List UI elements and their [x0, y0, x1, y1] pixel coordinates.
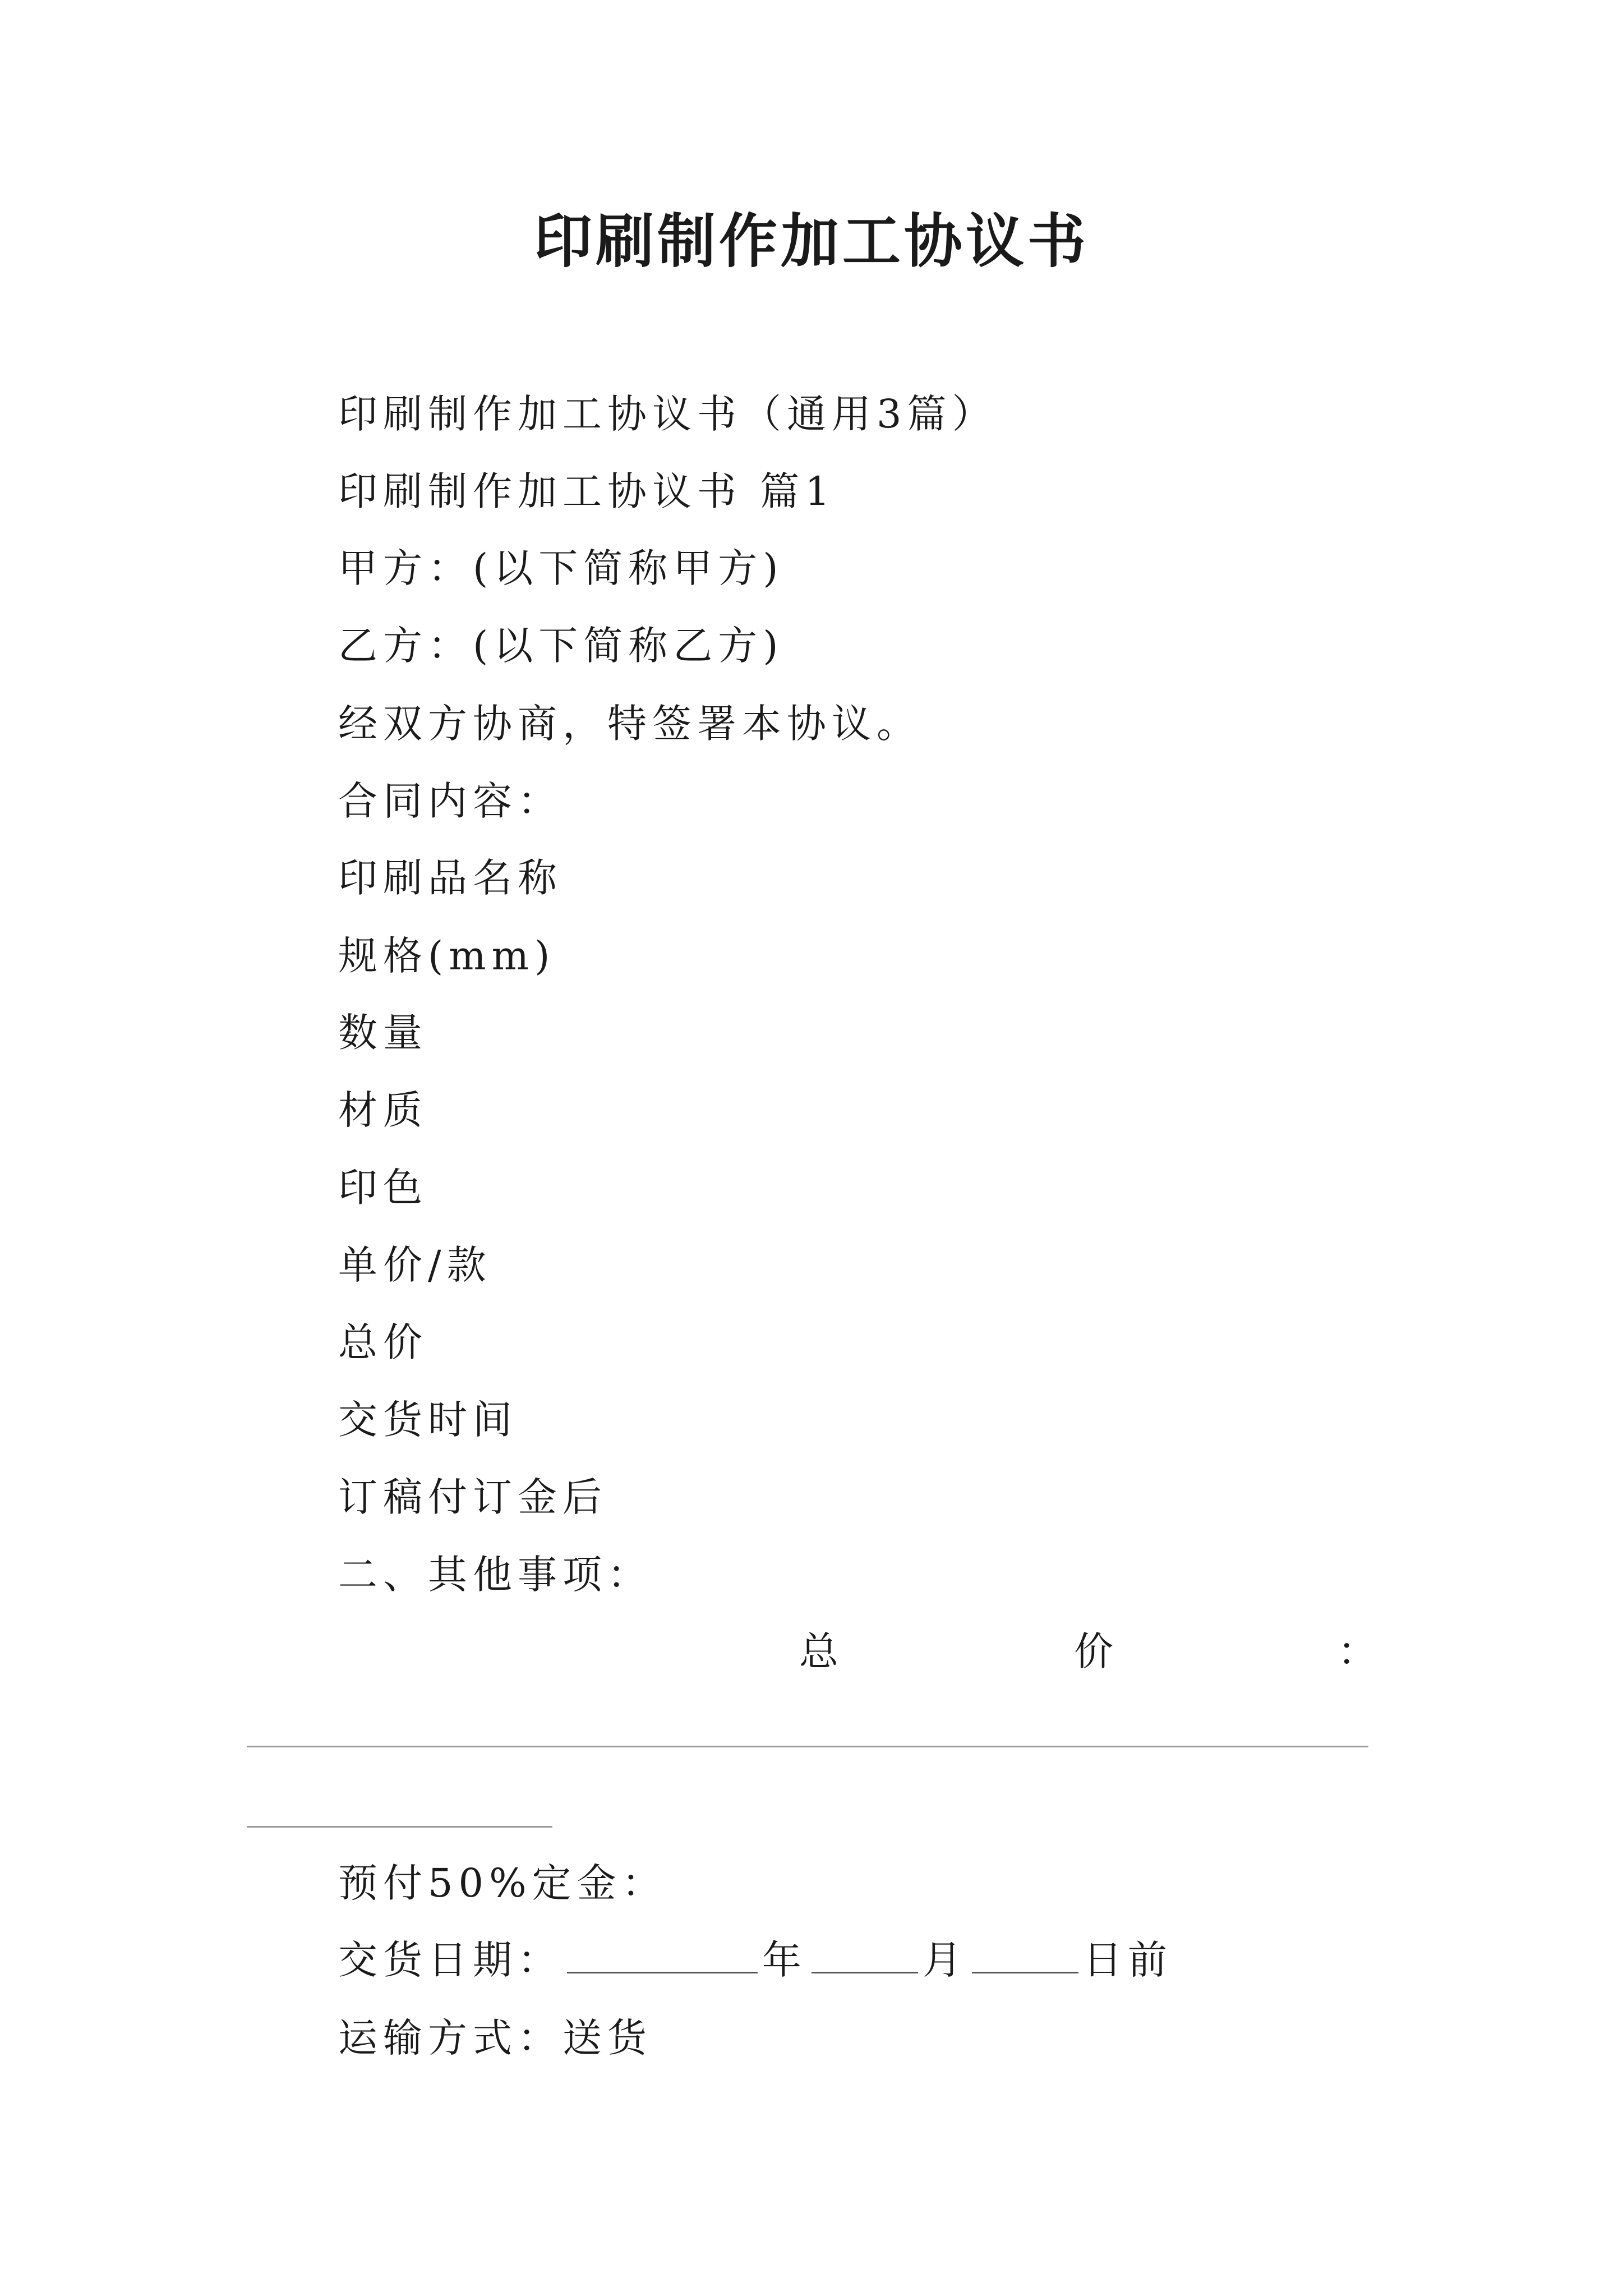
- fill-in-rule-short: [247, 1826, 552, 1828]
- total-price-colon: ：: [1338, 1628, 1377, 1674]
- delivery-date-line: [338, 1932, 1173, 1988]
- spec-label: 规格(mm): [338, 933, 556, 979]
- total-price-char-2: 价: [1074, 1628, 1113, 1674]
- shipping-method-line: 运输方式：送货: [338, 2015, 652, 2061]
- party-a-line: 甲方：(以下简称甲方): [338, 545, 784, 591]
- party-b-line: 乙方：(以下简称乙方): [338, 623, 784, 669]
- unit-price-label: 单价/款: [338, 1242, 492, 1288]
- year-label: 年: [762, 1937, 807, 1983]
- other-matters-heading: 二、其他事项：: [338, 1552, 652, 1598]
- year-blank: [567, 1938, 758, 1973]
- deposit-line: 预付50%定金：: [338, 1860, 667, 1906]
- month-blank: [811, 1938, 918, 1973]
- page-title: 印刷制作加工协议书: [533, 206, 1089, 275]
- fill-in-rule-long: [247, 1746, 1368, 1747]
- agreement-intro: 经双方协商，特签署本协议。: [338, 701, 921, 747]
- total-price-row: [0, 1623, 1623, 1680]
- month-label: 月: [923, 1937, 967, 1983]
- print-color-label: 印色: [338, 1165, 428, 1211]
- day-blank: [972, 1938, 1078, 1973]
- subtitle-line: 印刷制作加工协议书（通用3篇）: [338, 391, 997, 437]
- deposit-after-label: 订稿付订金后: [338, 1474, 607, 1520]
- item-name-label: 印刷品名称: [338, 855, 562, 901]
- contract-content-label: 合同内容：: [338, 778, 562, 824]
- total-price-char-1: 总: [799, 1628, 838, 1674]
- delivery-time-label: 交货时间: [338, 1397, 518, 1443]
- quantity-label: 数量: [338, 1010, 428, 1056]
- material-label: 材质: [338, 1087, 428, 1133]
- total-price-label: 总价: [338, 1319, 428, 1365]
- section-heading: 印刷制作加工协议书 篇1: [338, 468, 836, 514]
- delivery-date-label: 交货日期：: [338, 1937, 562, 1983]
- day-suffix-label: 日前: [1083, 1937, 1173, 1983]
